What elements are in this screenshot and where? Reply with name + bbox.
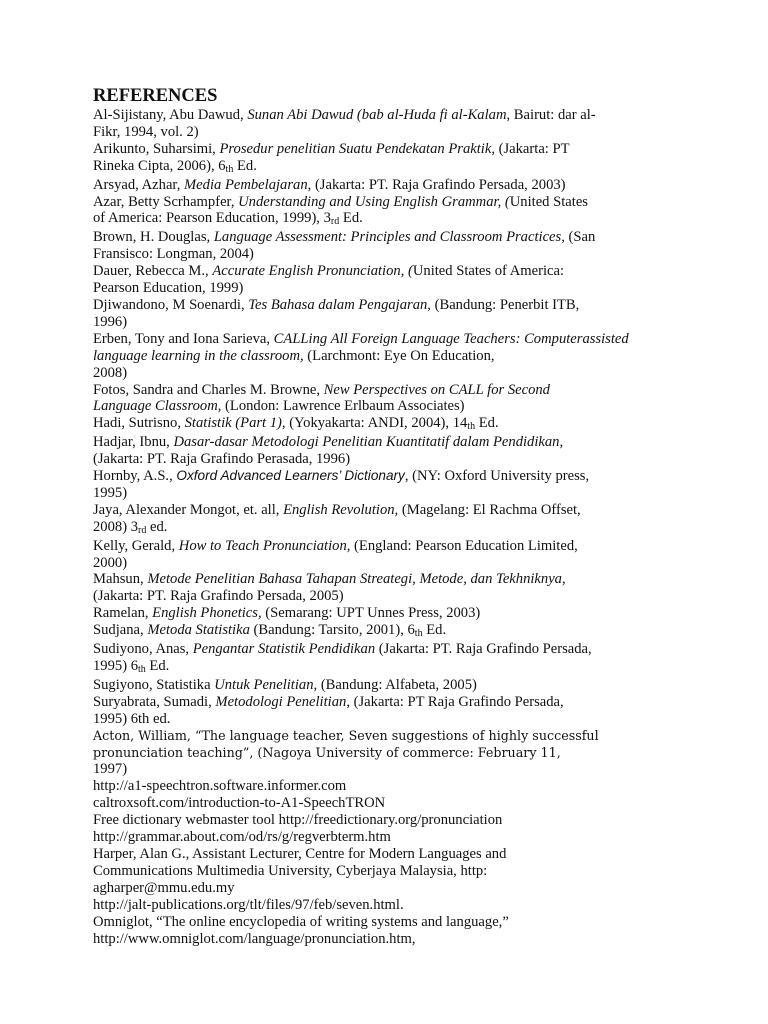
reference-text: Harper, Alan G., Assistant Lecturer, Centre for Modern Languages and: [93, 845, 507, 862]
reference-line: [93, 588, 693, 605]
reference-line: [93, 158, 693, 177]
reference-line: [93, 914, 693, 931]
reference-line: [93, 331, 693, 348]
reference-text: English Phonetics,: [152, 605, 262, 622]
reference-line: [93, 314, 693, 331]
reference-line: [93, 485, 693, 502]
reference-text: Metode Penelitian Bahasa Tahapan Streategi, Metode, dan Tekhniknya: [147, 571, 562, 588]
reference-line: [93, 194, 693, 211]
reference-text: caltroxsoft.com/introduction-to-A1-SpeechTRON: [93, 795, 386, 812]
reference-text: , (NY: Oxford University press,: [404, 468, 590, 485]
reference-line: [93, 605, 693, 622]
reference-line: [93, 711, 693, 728]
reference-text: (Jakarta: PT. Raja Grafindo Persada,: [375, 641, 592, 658]
reference-line: [93, 280, 693, 297]
reference-text: Fikr, 1994, vol. 2): [93, 123, 199, 140]
reference-text: (Yokyakarta: ANDI, 2004), 14: [285, 415, 468, 432]
reference-text: Ed.: [475, 415, 499, 432]
reference-text: (Jakarta: PT. Raja Grafindo Perasada, 1996): [93, 451, 351, 468]
reference-list: [93, 107, 693, 947]
reference-text: (Jakarta: PT. Raja Grafindo Persada, 2005): [93, 588, 344, 605]
reference-text: http://a1-speechtron.software.informer.com: [93, 778, 347, 795]
reference-line: [93, 745, 693, 762]
reference-text: Sudiyono, Anas,: [93, 641, 193, 658]
reference-text: Kelly, Gerald,: [93, 537, 179, 554]
reference-text: Sunan Abi Dawud (bab al-Huda fi al-Kalam: [247, 107, 507, 123]
reference-text: Untuk Penelitian,: [214, 676, 318, 693]
reference-text: How to Teach Pronunciation,: [178, 537, 351, 554]
reference-line: [93, 931, 693, 948]
reference-text: Azar, Betty Scrhampfer,: [93, 193, 239, 210]
reference-line: [93, 761, 693, 778]
reference-text: Ed.: [145, 658, 170, 674]
reference-text: United States: [509, 193, 588, 210]
reference-line: [93, 451, 693, 468]
reference-text: , (Jakarta: PT: [491, 140, 570, 157]
reference-text: , (Jakarta: PT. Raja Grafindo Persada, 2003): [307, 176, 566, 193]
reference-line: [93, 365, 693, 382]
reference-line: [93, 829, 693, 846]
reference-text: Jaya, Alexander Mongot, et. all,: [93, 501, 284, 518]
reference-text: Ed.: [233, 157, 257, 174]
reference-text: Acton, William, “The language teacher, Seven suggestions of highly successful: [93, 727, 599, 743]
reference-text: , (London: Lawrence Erlbaum Associates): [217, 398, 465, 415]
reference-text: (Bandung: Tarsito, 2001), 6: [249, 622, 415, 639]
reference-text: CALLing All Foreign Language Teachers: Computerassisted: [273, 330, 629, 347]
reference-text: Ed.: [422, 622, 447, 639]
reference-line: [93, 398, 693, 415]
reference-text: Djiwandono, M Soenardi,: [93, 296, 249, 313]
reference-text: pronunciation teaching”, (Nagoya University of commerce: February 11,: [93, 744, 561, 760]
reference-text: th: [414, 628, 423, 640]
reference-line: [93, 897, 693, 914]
reference-line: [93, 263, 693, 280]
reference-text: Communications Multimedia University, Cyberjaya Malaysia, http:: [93, 862, 488, 879]
reference-text: http://jalt-publications.org/tlt/files/97/feb/seven.html.: [93, 896, 404, 913]
reference-text: Brown, H. Douglas,: [93, 229, 214, 246]
reference-line: [93, 297, 693, 314]
reference-text: Oxford Advanced Learners’ Dictionary: [176, 468, 405, 484]
reference-text: Language Assessment: Principles and Classroom Practices,: [213, 229, 565, 246]
reference-text: 1995): [93, 484, 128, 501]
reference-line: [93, 863, 693, 880]
reference-text: New Perspectives on CALL for Second: [323, 381, 550, 398]
reference-text: Ramelan,: [93, 605, 153, 622]
reference-line: [93, 382, 693, 399]
reference-line: [93, 571, 693, 588]
reference-text: (Magelang: El Rachma Offset,: [398, 501, 581, 518]
reference-text: language learning in the classroom,: [93, 347, 304, 364]
reference-text: Understanding and Using English Grammar, (: [238, 193, 510, 210]
reference-line: [93, 694, 693, 711]
reference-text: http://grammar.about.com/od/rs/g/regverbterm.htm: [93, 829, 391, 846]
reference-line: [93, 778, 693, 795]
reference-line: [93, 468, 693, 485]
reference-line: [93, 519, 693, 538]
reference-line: [93, 622, 693, 641]
reference-line: [93, 229, 693, 246]
reference-text: Sugiyono, Statistika: [93, 676, 215, 693]
reference-text: Dasar-dasar Metodologi Penelitian Kuantitatif dalam Pendidikan,: [173, 434, 564, 451]
reference-text: 2000): [93, 554, 128, 571]
reference-line: [93, 177, 693, 194]
references-page: [93, 86, 693, 947]
reference-text: th: [225, 163, 234, 175]
reference-text: Language Classroom: [93, 398, 218, 415]
reference-text: Dauer, Rebecca M.,: [93, 263, 213, 280]
reference-line: [93, 502, 693, 519]
reference-line: [93, 677, 693, 694]
reference-text: Pengantar Statistik Pendidikan: [192, 641, 376, 658]
references-heading: REFERENCES: [93, 86, 218, 106]
reference-text: Mahsun,: [93, 571, 148, 588]
reference-text: (England: Pearson Education Limited,: [350, 537, 578, 554]
reference-text: Omniglot, “The online encyclopedia of writing systems and language,”: [93, 913, 509, 930]
reference-text: Hornby, A.S.,: [93, 468, 177, 485]
reference-text: 1996): [93, 313, 128, 330]
reference-text: (San: [564, 229, 596, 246]
reference-text: English Revolution,: [283, 501, 399, 518]
reference-text: th: [138, 664, 146, 675]
reference-text: 2008): [93, 364, 128, 381]
reference-text: Accurate English Pronunciation, (: [212, 263, 413, 280]
reference-text: ed.: [146, 518, 168, 535]
reference-text: Arikunto, Suharsimi,: [93, 140, 220, 157]
reference-text: (Bandung: Alfabeta, 2005): [317, 676, 477, 693]
reference-line: [93, 658, 693, 677]
reference-text: Erben, Tony and Iona Sarieva,: [93, 330, 274, 347]
reference-text: Prosedur penelitian Suatu Pendekatan Praktik: [219, 140, 492, 157]
reference-line: [93, 210, 693, 229]
reference-text: rd: [138, 524, 147, 536]
reference-line: [93, 812, 693, 829]
reference-text: Rineka Cipta, 2006), 6: [93, 157, 226, 174]
reference-line: [93, 107, 693, 124]
reference-text: , Bairut: dar al-: [506, 107, 596, 123]
reference-line: [93, 348, 693, 365]
reference-text: Pearson Education, 1999): [93, 280, 244, 297]
reference-text: Media Pembelajaran: [184, 176, 308, 193]
reference-text: Ed.: [339, 210, 363, 227]
reference-text: rd: [330, 216, 340, 228]
reference-text: (Semarang: UPT Unnes Press, 2003): [261, 605, 481, 622]
reference-line: [93, 555, 693, 572]
reference-text: Fransisco: Longman, 2004): [93, 246, 254, 263]
reference-text: Free dictionary webmaster tool http://freedictionary.org/pronunciation: [93, 812, 503, 829]
reference-line: [93, 846, 693, 863]
reference-text: Statistik (Part 1),: [184, 415, 286, 432]
reference-text: (Bandung: Penerbit ITB,: [430, 296, 580, 313]
reference-line: [93, 538, 693, 555]
reference-text: 1995) 6: [93, 658, 138, 674]
reference-text: Hadjar, Ibnu,: [93, 434, 174, 451]
reference-text: Sudjana,: [93, 622, 148, 639]
reference-line: [93, 124, 693, 141]
reference-line: [93, 246, 693, 263]
reference-text: 1995) 6th ed.: [93, 710, 171, 727]
reference-line: [93, 795, 693, 812]
reference-text: 1997): [93, 761, 128, 778]
reference-text: Arsyad, Azhar,: [93, 176, 185, 193]
reference-text: agharper@mmu.edu.my: [93, 879, 235, 896]
reference-text: 2008) 3: [93, 518, 138, 535]
reference-line: [93, 880, 693, 897]
reference-line: [93, 434, 693, 451]
reference-text: Al-Sijistany, Abu Dawud,: [93, 107, 248, 123]
reference-text: ,: [561, 571, 566, 588]
reference-text: http://www.omniglot.com/language/pronunciation.htm,: [93, 930, 416, 947]
reference-text: United States of America:: [412, 263, 565, 280]
reference-text: Tes Bahasa dalam Pengajaran,: [248, 296, 431, 313]
reference-text: , (Jakarta: PT Raja Grafindo Persada,: [346, 693, 564, 710]
reference-line: [93, 141, 693, 158]
reference-text: Suryabrata, Sumadi,: [93, 693, 216, 710]
reference-text: Fotos, Sandra and Charles M. Browne,: [93, 381, 324, 398]
reference-text: Hadi, Sutrisno,: [93, 415, 185, 432]
reference-line: [93, 641, 693, 658]
reference-text: Metoda Statistika: [147, 622, 250, 639]
reference-text: (Larchmont: Eye On Education,: [303, 347, 495, 364]
reference-text: Metodologi Penelitian: [215, 693, 347, 710]
reference-text: of America: Pearson Education, 1999), 3: [93, 210, 331, 227]
reference-line: [93, 728, 693, 745]
reference-text: th: [467, 421, 476, 433]
reference-line: [93, 415, 693, 434]
